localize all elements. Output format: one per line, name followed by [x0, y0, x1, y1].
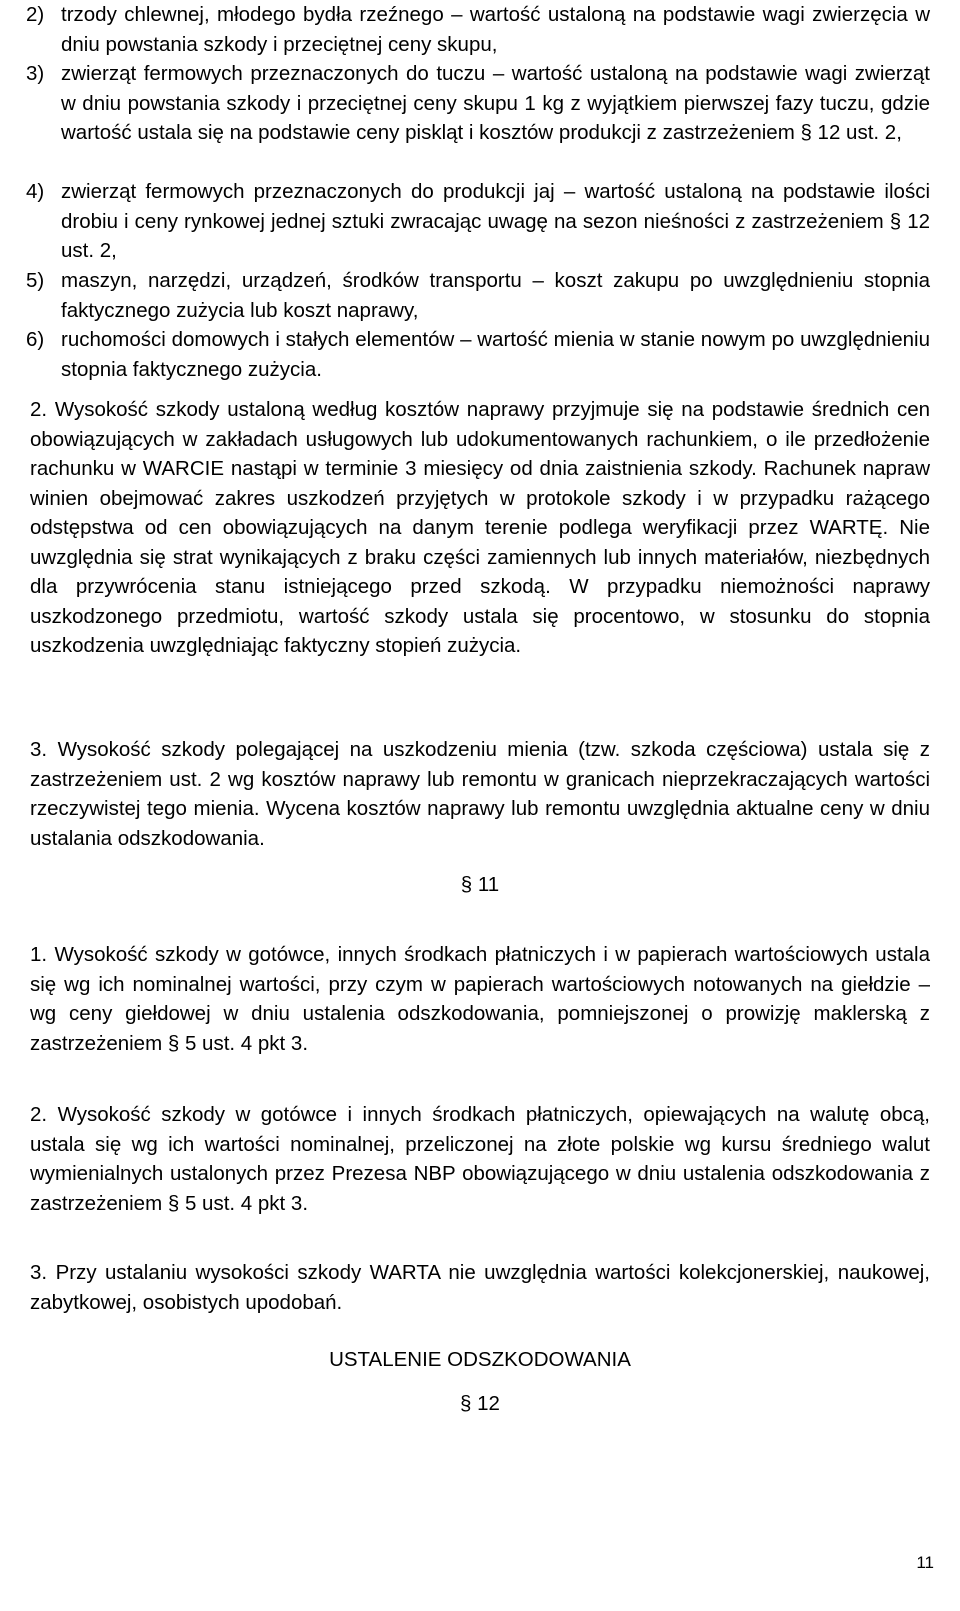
- paragraph-number: 2.: [30, 1103, 48, 1126]
- list-item-text: zwierząt fermowych przeznaczonych do produkcji jaj – wartość ustaloną na podstawie ilości drobiu i ceny rynkowej jednej sztuki zwracając uwagę na sezon nieśności z zastrzeżeniem § 12 ust. 2,: [61, 180, 930, 262]
- list-item: [26, 59, 930, 148]
- list-item: [26, 266, 930, 325]
- paragraph-text: Wysokość szkody w gotówce i innych środkach płatniczych, opiewających na walutę obcą, ustala się wg ich wartości nominalnej, przeliczonej na złote polskie wg kursu średniego walut wymienialnych ustalonych przez Prezesa NBP obowiązującego w dniu ustalenia odszkodowania z zastrzeżeniem § 5 ust. 4 pkt 3.: [30, 1103, 930, 1215]
- list-item-text: ruchomości domowych i stałych elementów – wartość mienia w stanie nowym po uwzględnieniu stopnia faktycznego zużycia.: [61, 328, 930, 381]
- list-item-number: 3): [26, 62, 45, 85]
- numbered-paragraph: [30, 940, 930, 1058]
- paragraph-text: Wysokość szkody ustaloną według kosztów naprawy przyjmuje się na podstawie średnich cen obowiązujących w zakładach usługowych lub udokumentowanych rachunkiem, o ile przedłożenie rachunku w WARCIE nastąpi w terminie 3 miesięcy od dnia zaistnienia szkody. Rachunek napraw winien obejmować zakres uszkodzeń przyjętych w protokole szkody i w przypadku rażącego odstępstwa od cen obowiązujących na danym terenie podlega weryfikacji przez WARTĘ. Nie uwzględnia się strat wynikających z braku części zamiennych lub innych materiałów, niezbędnych dla przywrócenia stanu istniejącego przed szkodą. W przypadku niemożności naprawy uszkodzonego przedmiotu, wartość szkody ustala się procentowo, w stosunku do stopnia uszkodzenia uwzględniając faktyczny stopień zużycia.: [30, 398, 930, 657]
- paragraph-number: 1.: [30, 943, 48, 966]
- list-item-text: zwierząt fermowych przeznaczonych do tuczu – wartość ustaloną na podstawie wagi zwierząt w dniu powstania szkody i przeciętnej ceny skupu 1 kg z wyjątkiem pierwszej fazy tuczu, gdzie wartość ustala się na podstawie ceny piskląt i kosztów produkcji z zastrzeżeniem § 12 ust. 2,: [61, 62, 930, 144]
- paragraph-number: 3.: [30, 1261, 48, 1284]
- section-mark-11: § 11: [460, 873, 500, 896]
- list-item: [26, 177, 930, 266]
- paragraph-text: Wysokość szkody w gotówce, innych środkach płatniczych i w papierach wartościowych ustala się wg ich nominalnej wartości, przy czym w papierach wartościowych notowanych na giełdzie – wg ceny giełdowej w dniu ustalenia odszkodowania, pomniejszonej o prowizję maklerską z zastrzeżeniem § 5 ust. 4 pkt 3.: [30, 943, 930, 1055]
- numbered-paragraph: [30, 735, 930, 853]
- list-item-number: 6): [26, 328, 45, 351]
- list-item: [26, 0, 930, 59]
- list-item-text: maszyn, narzędzi, urządzeń, środków transportu – koszt zakupu po uwzględnieniu stopnia faktycznego zużycia lub koszt naprawy,: [61, 269, 930, 322]
- section-mark-12: § 12: [460, 1392, 500, 1415]
- numbered-paragraph: [30, 1100, 930, 1218]
- paragraph-number: 3.: [30, 738, 48, 761]
- section-heading: USTALENIE ODSZKODOWANIA: [329, 1348, 631, 1371]
- numbered-paragraph: [30, 1258, 930, 1317]
- list-item-number: 2): [26, 3, 45, 26]
- numbered-paragraph: [30, 395, 930, 661]
- list-item-text: trzody chlewnej, młodego bydła rzeźnego – wartość ustaloną na podstawie wagi zwierzęcia w dniu powstania szkody i przeciętnej ceny skupu,: [61, 3, 930, 56]
- paragraph-text: Wysokość szkody polegającej na uszkodzeniu mienia (tzw. szkoda częściowa) ustala się z zastrzeżeniem ust. 2 wg kosztów naprawy lub remontu w granicach nieprzekraczających wartości rzeczywistej tego mienia. Wycena kosztów naprawy lub remontu uwzględnia aktualne ceny w dniu ustalania odszkodowania.: [30, 738, 930, 850]
- page-number: 11: [916, 1553, 934, 1572]
- list-item-number: 5): [26, 269, 45, 292]
- paragraph-text: Przy ustalaniu wysokości szkody WARTA nie uwzględnia wartości kolekcjonerskiej, naukowej, zabytkowej, osobistych upodobań.: [30, 1261, 931, 1314]
- list-item: [26, 325, 930, 384]
- list-item-number: 4): [26, 180, 45, 203]
- paragraph-number: 2.: [30, 398, 48, 421]
